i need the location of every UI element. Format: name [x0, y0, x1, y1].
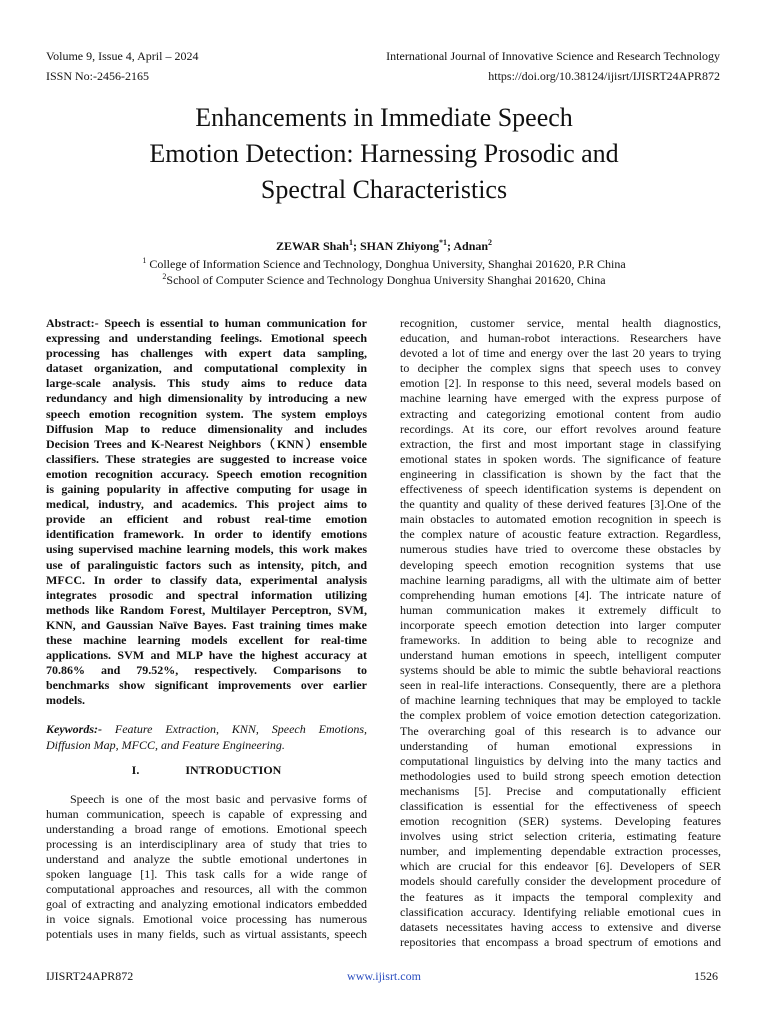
section-number: I.: [131, 762, 140, 777]
footer-paper-id: IJISRT24APR872: [46, 969, 134, 983]
text-line: number, and implementing dependable extraction processes,: [400, 844, 721, 859]
text-line: potentials uses in many fields, such as virtual assistants, speech: [46, 927, 367, 942]
text-line: developing speech emotion recognition systems that use: [400, 557, 721, 572]
abstract-line: use of paralinguistic factors such as intensity, pitch, and: [46, 557, 367, 572]
abstract-line: Abstract:- Speech is essential to human communication for: [46, 316, 367, 330]
page-number: 1526: [694, 969, 718, 983]
text-line: methodologies used to build strong speech emotion detection: [400, 768, 721, 783]
intro-paragraph: [46, 792, 367, 943]
text-line: repositories that encompass a broad spectrum of emotions and: [400, 934, 721, 949]
text-line: seen in real-life interactions. Consequently, there are a plethora: [400, 678, 721, 693]
abstract: [46, 316, 367, 708]
affiliation-2: $^2$School of Computer Science and Technology Donghua University Shanghai 201620, China: [162, 272, 606, 287]
abstract-line: models.: [46, 693, 85, 708]
text-line: emotion recognition (SER) systems. Developing features: [400, 814, 721, 829]
text-line: goal of extracting and analyzing emotional indicators embedded: [46, 897, 367, 912]
keywords: Keywords:- Feature Extraction, KNN, Speech Emotions, Diffusion Map, MFCC, and Feature Engineering.: [46, 722, 367, 752]
title-line: Enhancements in Immediate Speech: [195, 103, 573, 132]
text-line: classification accuracy. Identifying reliable emotional cues in: [400, 904, 721, 919]
text-line: devoted a lot of time and energy over the last 20 years to trying: [400, 346, 721, 361]
title-line: Spectral Characteristics: [260, 175, 508, 204]
text-line: Speech is one of the most basic and pervasive forms of: [70, 791, 367, 806]
text-line: extracting and categorizing emotional content from audio: [400, 406, 721, 421]
title-line: Emotion Detection: Harnessing Prosodic and: [149, 139, 619, 168]
text-line: of machine learning techniques that may be employed to tackle: [400, 693, 721, 708]
abstract-line: identification framework. In order to identify emotions: [46, 527, 367, 542]
abstract-line: emotion recognition accuracy. Speech emotion recognition: [46, 466, 367, 481]
abstract-line: processing has challenges with expert data sampling,: [46, 346, 367, 361]
text-line: the complex nature of acoustic feature extraction. Regardless,: [400, 527, 721, 542]
abstract-line: Decision Trees and K-Nearest Neighbors（KNN）ensemble: [46, 436, 367, 451]
text-line: engineering in classification is shown by the fact that the: [400, 466, 721, 481]
text-line: emotion [2]. In response to this need, several models based on: [400, 376, 721, 391]
abstract-line: using supervised machine learning models, this work makes: [46, 542, 367, 557]
text-line: machine learning paradigms, all with the ultimate aim of better: [400, 572, 721, 587]
text-line: in voice signals. Emotional voice processing has numerous: [46, 912, 367, 927]
text-line: effectiveness of speech identification systems is dependent on: [400, 482, 721, 497]
text-line: understanding of human emotional expressions in: [400, 738, 721, 753]
abstract-line: these machine learning models excellent for real-time: [46, 632, 367, 647]
text-line: The overarching goal of this research is to advance our: [400, 723, 721, 738]
text-line: incorporate speech emotion detection into larger computer: [400, 617, 721, 632]
abstract-line: applications. SVM and MLP have the highest accuracy at: [46, 648, 367, 663]
text-line: understand human emotions in speech, intelligent computer: [400, 648, 721, 663]
text-line: the features as it impacts the temporal complexity and: [400, 889, 721, 904]
text-line: understanding a broad range of emotions. Emotional speech: [46, 821, 367, 836]
text-line: mechanisms [5]. Precise and computationally efficient: [400, 783, 721, 798]
abstract-line: is gaining popularity in affective computing for usage in: [46, 482, 367, 497]
text-line: classification is essential for the effectiveness of speech: [400, 799, 721, 813]
text-line: education, and human-robot interactions. Researchers have: [400, 331, 721, 346]
abstract-line: provide an efficient and robust real-time emotion: [46, 512, 367, 527]
text-line: spoken language [1]. This task calls for a wide range of: [46, 867, 367, 882]
text-line: recordings. At its core, our effort revolves around feature: [400, 421, 721, 436]
abstract-line: dataset organization, and computational complexity in: [46, 361, 367, 376]
abstract-line: methods like Random Forest, Multilayer Perceptron, SVM,: [46, 602, 367, 617]
paper-title: [0, 100, 768, 208]
text-line: emotional states in spoken words. The significance of feature: [400, 451, 721, 466]
text-line: which are crucial for this endeavor [6]. Developers of SER: [400, 859, 721, 874]
text-line: human communication makes it extremely difficult to: [400, 602, 721, 617]
text-line: understand and analyze the subtle emotional undertones in: [46, 852, 367, 866]
author-name: ZEWAR Shah: [275, 239, 349, 253]
text-line: processing is an interdisciplinary area of study that tries to: [46, 836, 367, 851]
text-line: involves using strict selection criteria, estimating feature: [400, 829, 721, 844]
volume-info: Volume 9, Issue 4, April – 2024: [46, 49, 199, 63]
text-line: numerous studies have tried to overcome these obstacles by: [400, 542, 721, 557]
text-line: machine learning have emerged with the express purpose of: [400, 391, 721, 406]
section-heading: [46, 763, 367, 778]
abstract-line: integrates prosodic and spectral information utilizing: [46, 587, 367, 602]
text-line: recognition, customer service, mental health diagnostics,: [400, 316, 721, 330]
abstract-line: classifiers. These strategies are suggested to increase voice: [46, 451, 367, 466]
abstract-line: MFCC. In order to classify data, experimental analysis: [46, 572, 367, 587]
text-line: to decipher the complex signs that speech uses to convey: [400, 361, 721, 376]
abstract-line: expressing and understanding feelings. Emotional speech: [46, 331, 367, 346]
abstract-line: redundancy and high dimensionality by introducing a new: [46, 391, 367, 406]
abstract-line: medical, industry, and academics. This project aims to: [46, 497, 367, 512]
right-column: [400, 316, 721, 950]
abstract-line: Diffusion Map to reduce dimensionality and includes: [46, 421, 367, 436]
left-column: [46, 316, 367, 943]
footer-website-link[interactable]: www.ijisrt.com: [347, 969, 421, 983]
text-line: systems should be able to mimic the subtle behavioral reactions: [400, 663, 721, 678]
text-line: datasets necessitates having access to extensive and diverse: [400, 919, 721, 934]
journal-name: International Journal of Innovative Science and Research Technology: [386, 49, 720, 63]
text-line: comprehending human emotions [4]. The intricate nature of: [400, 587, 721, 602]
text-line: the complex problem of voice emotion detection categorization.: [400, 708, 721, 723]
abstract-line: speech emotion recognition system. The system employs: [46, 406, 367, 421]
text-line: frameworks. In addition to being able to recognize and: [400, 632, 721, 647]
section-title: INTRODUCTION: [185, 762, 282, 777]
text-line: human communication, speech is capable of expressing and: [46, 806, 367, 821]
abstract-line: 70.86% and 79.52%, respectively. Comparisons to: [46, 663, 367, 678]
text-line: models should carefully consider the development procedure of: [400, 874, 721, 889]
affiliation-1: $^1$ College of Information Science and Technology, Donghua University, Shanghai 201620, P.R China: [142, 256, 626, 271]
issn: ISSN No:-2456-2165: [46, 69, 150, 83]
doi-link[interactable]: https://doi.org/10.38124/ijisrt/IJISRT24APR872: [488, 69, 720, 83]
text-line: the quantity and quality of these derived features [3].One of the: [400, 497, 721, 512]
abstract-line: benchmarks show significant improvements over earlier: [46, 678, 367, 693]
text-line: extraction, the first and most important stage in classifying: [400, 436, 721, 451]
abstract-line: KNN, and Gaussian Naïve Bayes. Fast training times make: [46, 617, 367, 632]
abstract-line: large-scale analysis. This study aims to reduce data: [46, 376, 367, 391]
text-line: main obstacles to automated emotion recognition in speech is: [400, 512, 721, 527]
author-list: ZEWAR Shah$^1$; SHAN Zhiyong$^{*1}$; Adnan$^2$: [275, 238, 493, 253]
text-line: computational approaches and resources, all with the common: [46, 882, 367, 897]
text-line: computational linguistics by delving into the many tactics and: [400, 753, 721, 768]
